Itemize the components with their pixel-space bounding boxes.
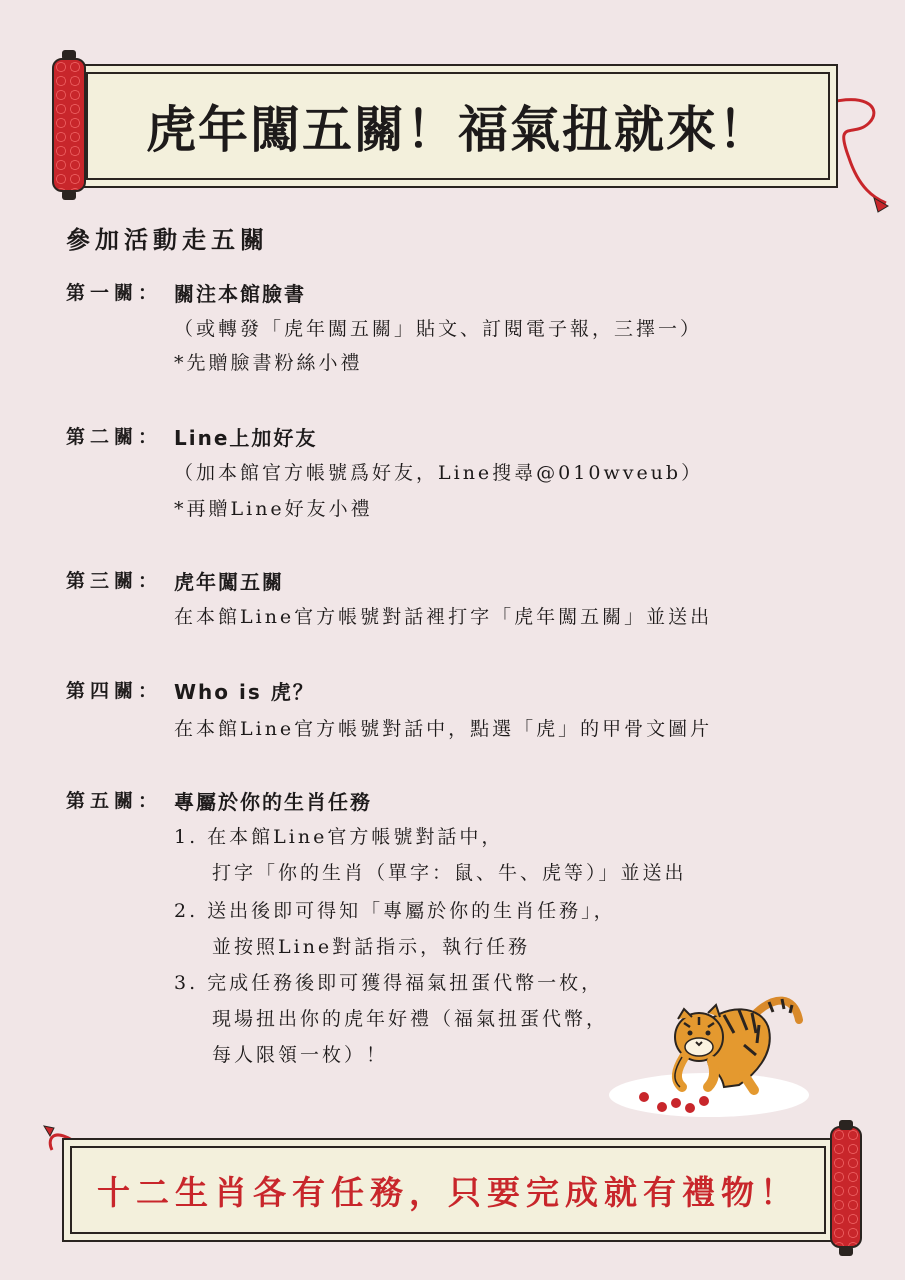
stage-line: （或轉發「虎年闖五關」貼文、訂閱電子報，三擇一） [174,318,703,340]
stage-label: 第二關： [66,426,163,448]
stage-line: 每人限領一枚）！ [212,1044,389,1066]
stage-line: 2. 送出後即可得知「專屬於你的生肖任務」， [174,900,616,922]
title-paper [78,64,838,188]
footer-banner [42,1120,872,1260]
stage-label: 第四關： [66,680,163,702]
stage-name: 關注本館臉書 [174,282,306,306]
stage-line: 打字「你的生肖（單字：鼠、牛、虎等）」並送出 [212,862,687,884]
footer-message: 十二生肖各有任務，只要完成就有禮物！ [97,1172,799,1212]
tiger-illustration-icon [604,975,814,1125]
title-banner [44,48,864,218]
stage-line: 並按照Line對話指示，執行任務 [212,936,531,958]
footer-paper [62,1138,834,1242]
stage-label: 第一關： [66,282,163,304]
stage-line: 3. 完成任務後即可獲得福氣扭蛋代幣一枚， [174,972,604,994]
stage-line: 在本館Line官方帳號對話中，點選「虎」的甲骨文圖片 [174,718,713,740]
stage-name: Line上加好友 [174,426,318,450]
page-title: 虎年闖五關！福氣扭就來！ [146,101,770,159]
left-roller [52,58,86,192]
stage-line: 1. 在本館Line官方帳號對話中， [174,826,504,848]
stage-name: Who is 虎？ [174,680,315,704]
stage-label: 第五關： [66,790,163,812]
stage-name: 虎年闖五關 [174,570,284,594]
stage-name: 專屬於你的生肖任務 [174,790,372,814]
stage-line: 在本館Line官方帳號對話裡打字「虎年闖五關」並送出 [174,606,713,628]
stage-line: *再贈Line好友小禮 [174,498,373,520]
right-roller [830,1126,862,1248]
stage-line: *先贈臉書粉絲小禮 [174,352,363,374]
section-heading: 參加活動走五關 [66,226,269,254]
stage-label: 第三關： [66,570,163,592]
stage-line: （加本館官方帳號爲好友，Line搜尋@010wveub） [174,462,704,484]
stage-line: 現場扭出你的虎年好禮（福氣扭蛋代幣， [212,1008,609,1030]
